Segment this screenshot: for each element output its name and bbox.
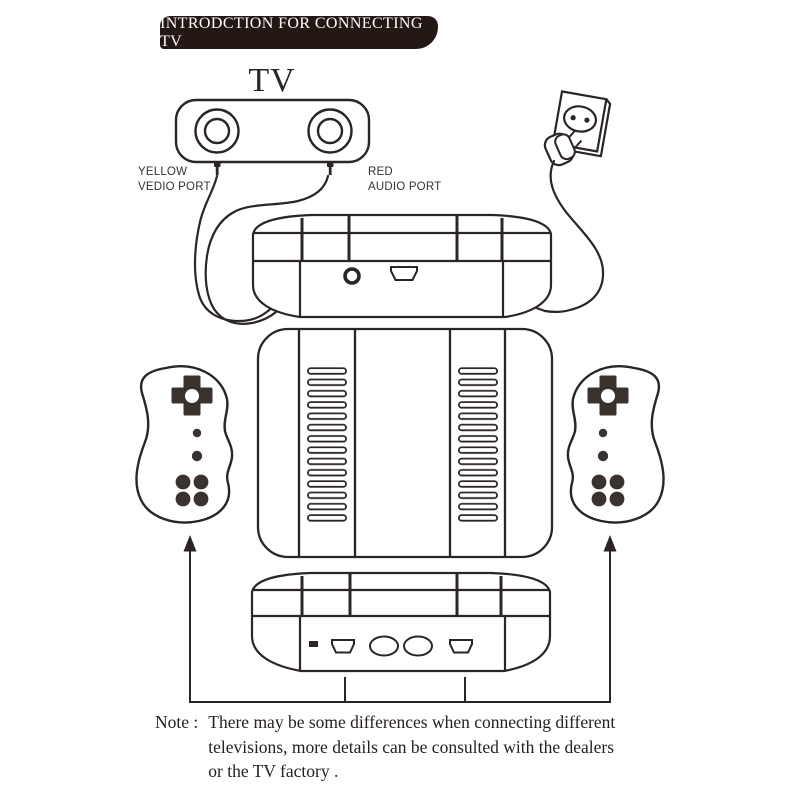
rca-plug-icon: [327, 162, 334, 175]
tv-speaker-bar-icon: [176, 100, 369, 175]
rca-plug-icon: [214, 162, 221, 175]
gamepad-right-icon: [568, 366, 664, 522]
controller-jack-right: [450, 640, 472, 653]
arrow-up-icon: [604, 535, 617, 552]
page-title: INTRODCTION FOR CONNECTING TV: [160, 14, 423, 50]
av-out-port: [345, 269, 359, 283]
note-line: televisions, more details can be consulted with the dealers: [208, 736, 615, 757]
note-text: [208, 710, 615, 784]
arrow-up-icon: [184, 535, 197, 552]
note-line: or the TV factory .: [208, 761, 339, 781]
console-front-view-icon: [252, 573, 550, 671]
red-audio-port-label-line2: AUDIO PORT: [368, 181, 442, 193]
tv-label: TV: [248, 62, 296, 99]
console-top-view-icon: [258, 329, 552, 557]
power-in-port: [391, 267, 417, 280]
vent-slots-right: [458, 367, 498, 525]
controller-port-2: [404, 637, 432, 656]
power-led: [309, 641, 318, 647]
note-prefix: Note :: [155, 712, 199, 732]
gamepad-left-icon: [136, 366, 232, 522]
red-audio-port-label: [368, 165, 441, 195]
console-back-view-icon: [253, 215, 551, 317]
yellow-video-port-label: [138, 165, 211, 195]
red-audio-port-label-line1: RED: [368, 166, 393, 178]
title-banner: [160, 16, 438, 49]
yellow-video-port-label-line2: VEDIO PORT: [138, 181, 211, 193]
controller-port-1: [370, 637, 398, 656]
power-outlet-icon: [542, 91, 611, 168]
note: [155, 710, 665, 784]
vent-slots-left: [307, 367, 347, 525]
controller-jack-left: [332, 640, 354, 653]
note-line: There may be some differences when connecting different: [208, 712, 616, 732]
yellow-video-port-label-line1: YELLOW: [138, 166, 188, 178]
